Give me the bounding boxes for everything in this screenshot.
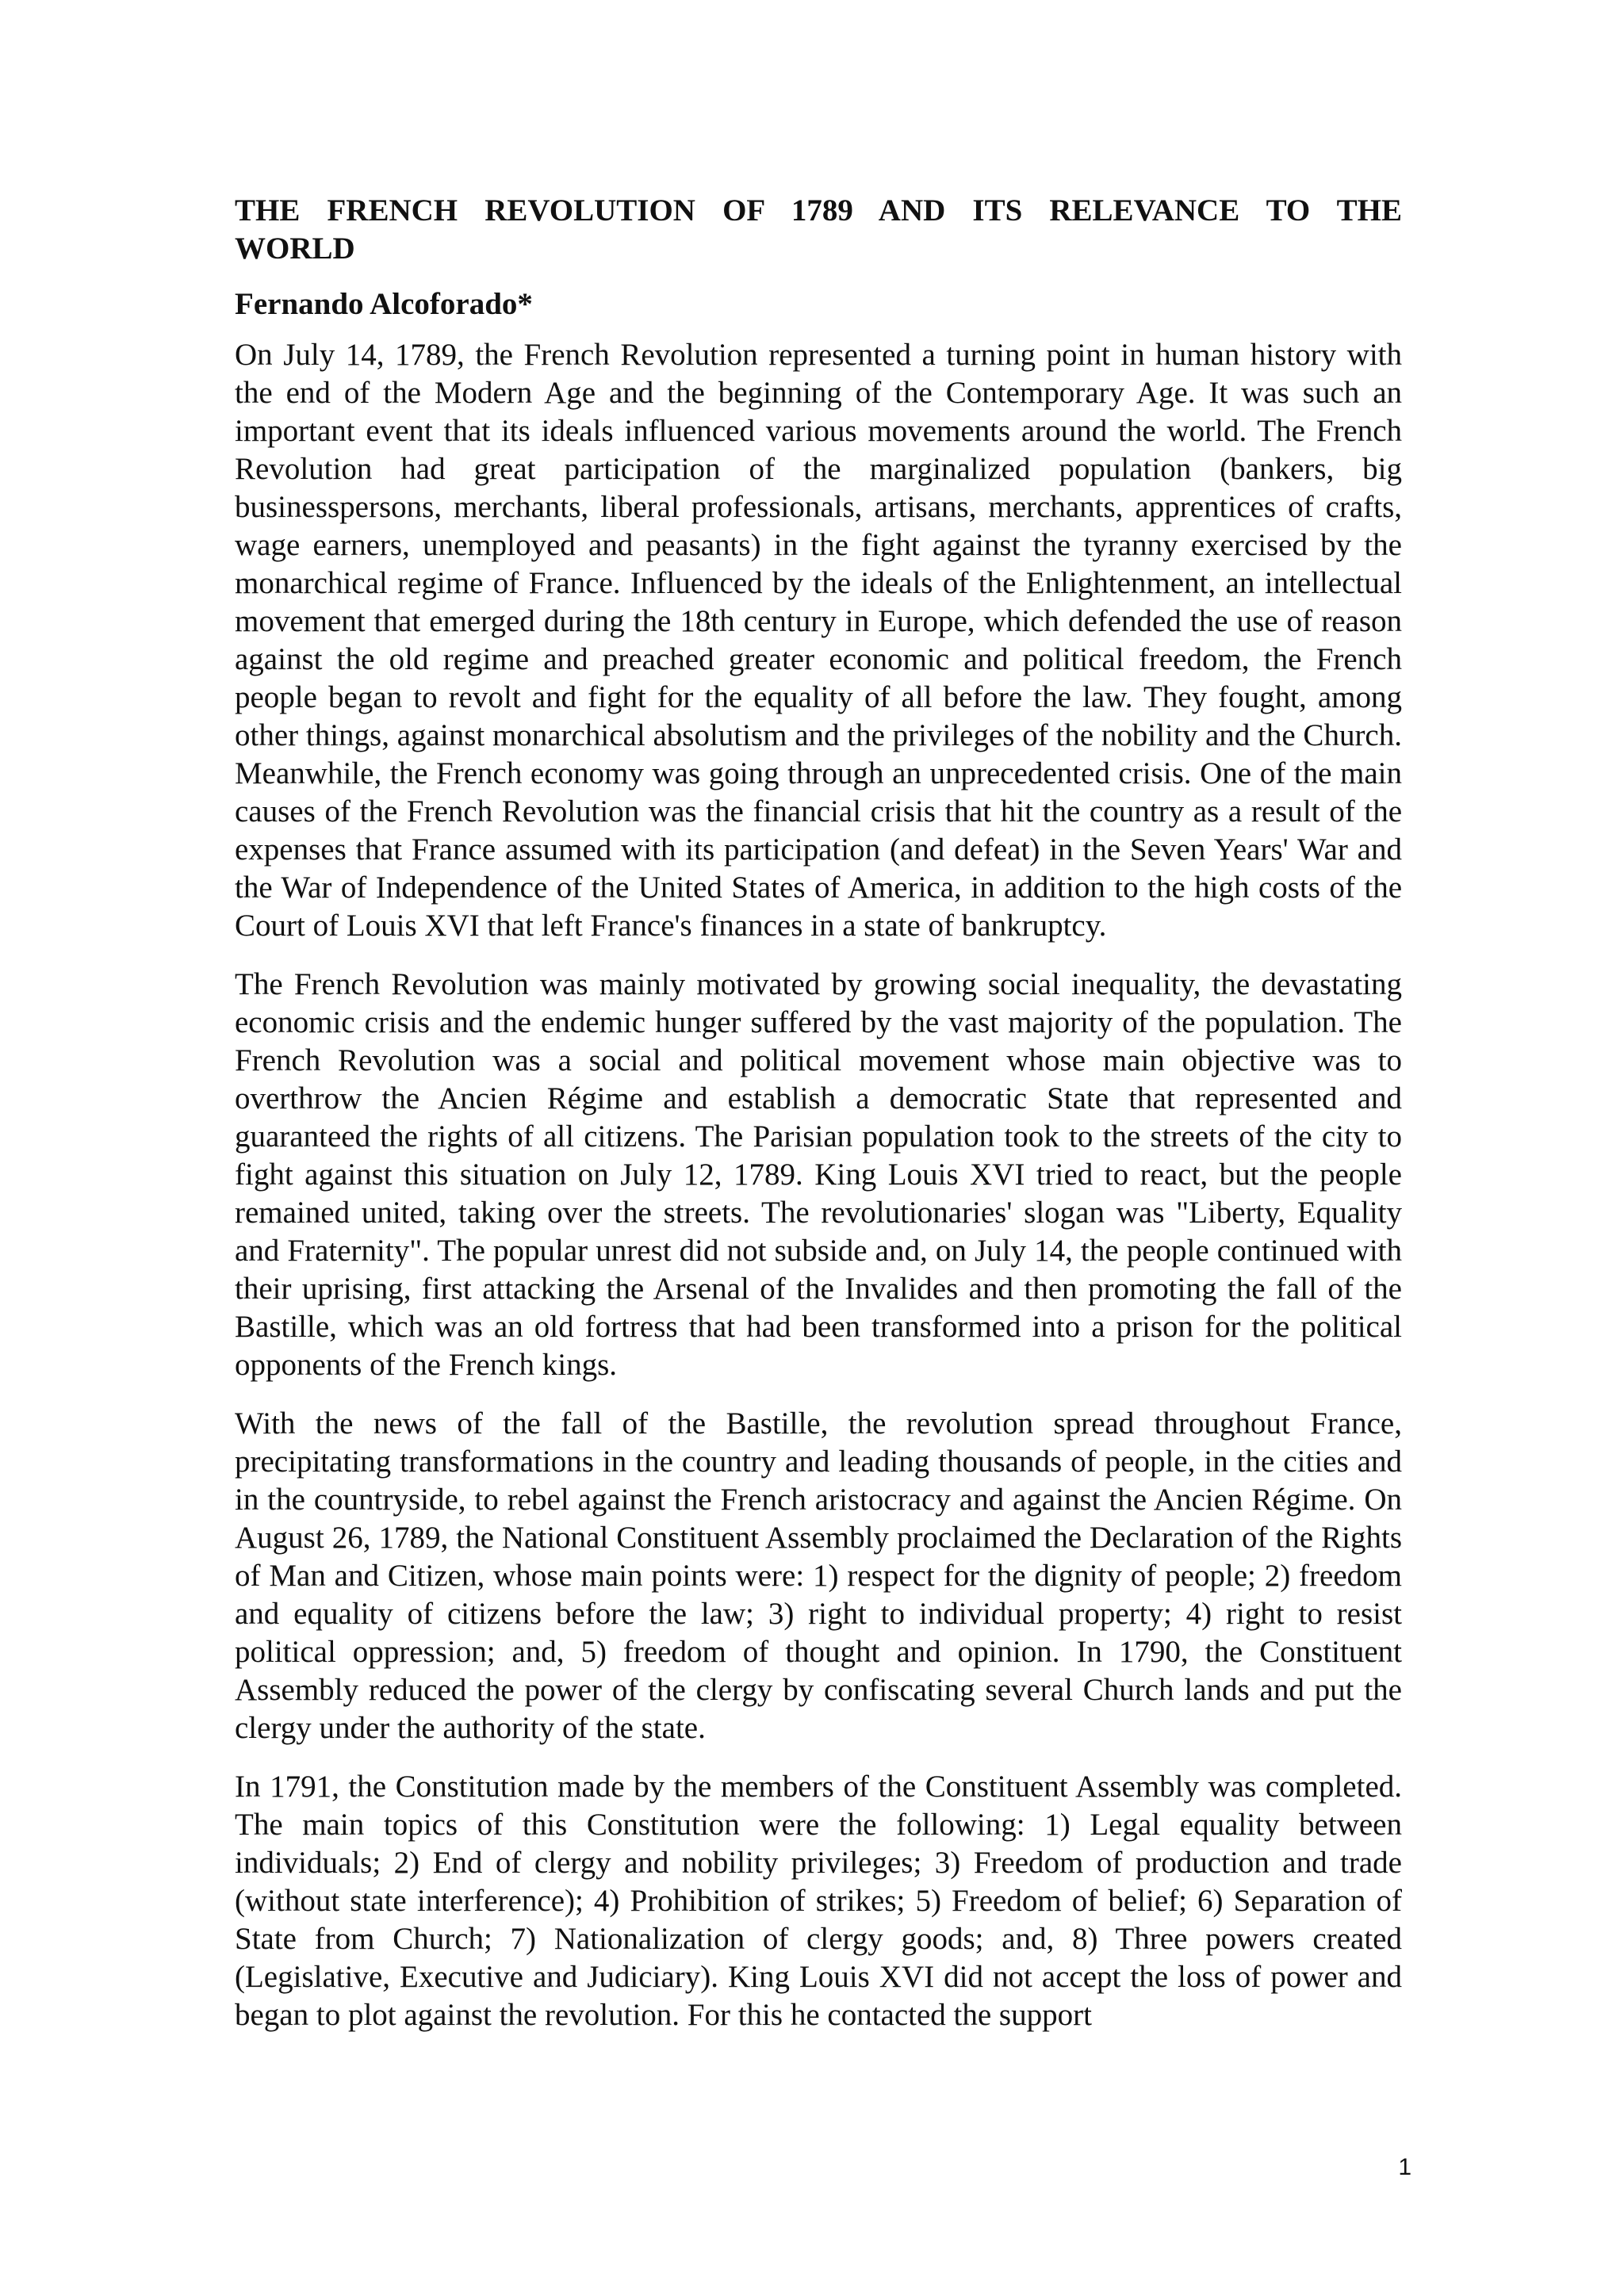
paragraph-4: In 1791, the Constitution made by the members of the Constituent Assembly was completed. The main topics of this Constitution were the following: 1) Legal equality between individuals; 2) End of clergy and nobility privileges; 3) Freedom of production and trade (without state interference); 4) Prohibition of strikes; 5) Freedom of belief; 6) Separation of State from Church; 7) Nationalization of clergy goods; and, 8) Three powers created (Legislative, Executive and Judiciary). King Louis XVI did not accept the loss of power and began to plot against the revolution. For this he contacted the support: [235, 1770, 1402, 2032]
author-name: Fernando Alcoforado*: [235, 287, 533, 321]
document-title: THE FRENCH REVOLUTION OF 1789 AND ITS RELEVANCE TO THE WORLD: [235, 193, 1402, 266]
paragraph-1: On July 14, 1789, the French Revolution represented a turning point in human history with the end of the Modern Age and the beginning of the Contemporary Age. It was such an important event that its ideals influenced various movements around the world. The French Revolution had great participation of the marginalized population (bankers, big businesspersons, merchants, liberal professionals, artisans, merchants, apprentices of crafts, wage earners, unemployed and peasants) in the fight against the tyranny exercised by the monarchical regime of France. Influenced by the ideals of the Enlightenment, an intellectual movement that emerged during the 18th century in Europe, which defended the use of reason against the old regime and preached greater economic and political freedom, the French people began to revolt and fight for the equality of all before the law. They fought, among other things, against monarchical absolutism and the privileges of the nobility and the Church. Meanwhile, the French economy was going through an unprecedented crisis. One of the main causes of the French Revolution was the financial crisis that hit the country as a result of the expenses that France assumed with its participation (and defeat) in the Seven Years' War and the War of Independence of the United States of America, in addition to the high costs of the Court of Louis XVI that left France's finances in a state of bankruptcy.: [235, 338, 1402, 943]
document-body: [235, 192, 1402, 2055]
paragraph-3: With the news of the fall of the Bastille, the revolution spread throughout France, precipitating transformations in the country and leading thousands of people, in the cities and in the countryside, to rebel against the French aristocracy and against the Ancien Régime. On August 26, 1789, the National Constituent Assembly proclaimed the Declaration of the Rights of Man and Citizen, whose main points were: 1) respect for the dignity of people; 2) freedom and equality of citizens before the law; 3) right to individual property; 4) right to resist political oppression; and, 5) freedom of thought and opinion. In 1790, the Constituent Assembly reduced the power of the clergy by confiscating several Church lands and put the clergy under the authority of the state.: [235, 1406, 1402, 1745]
page-number: 1: [1398, 2154, 1411, 2180]
paragraph-2: The French Revolution was mainly motivated by growing social inequality, the devastating economic crisis and the endemic hunger suffered by the vast majority of the population. The French Revolution was a social and political movement whose main objective was to overthrow the Ancien Régime and establish a democratic State that represented and guaranteed the rights of all citizens. The Parisian population took to the streets of the city to fight against this situation on July 12, 1789. King Louis XVI tried to react, but the people remained united, taking over the streets. The revolutionaries' slogan was "Liberty, Equality and Fraternity". The popular unrest did not subside and, on July 14, the people continued with their uprising, first attacking the Arsenal of the Invalides and then promoting the fall of the Bastille, which was an old fortress that had been transformed into a prison for the political opponents of the French kings.: [235, 967, 1402, 1382]
